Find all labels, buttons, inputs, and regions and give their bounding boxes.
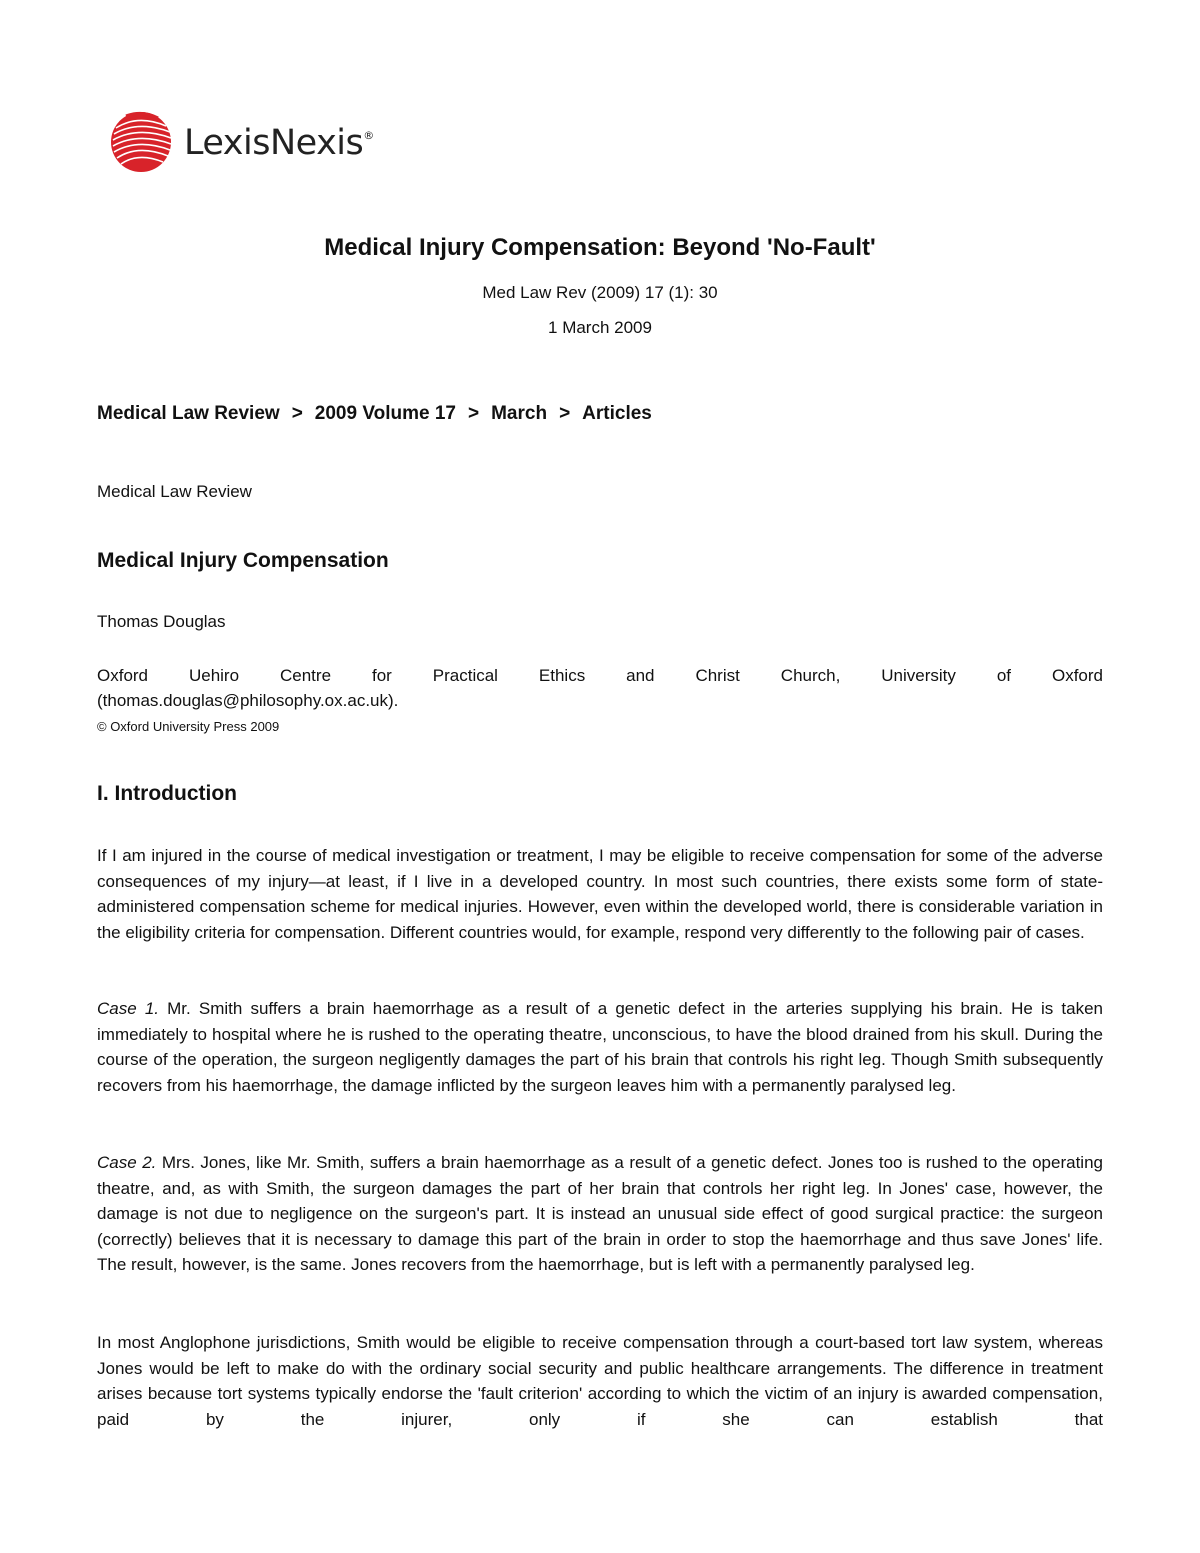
case-text: Mrs. Jones, like Mr. Smith, suffers a brain haemorrhage as a result of a genetic defect. Jones too is rushed to the operating theatre, and, as with Smith, the surgeon damages the part of her brain that controls her right leg. In Jones' case, however, the damage is not due to negligence on the surgeon's part. It is instead an unusual side effect of good surgical practice: the surgeon (correctly) believes that it is necessary to damage this part of the brain in order to stop the haemorrhage and thus save Jones' life. The result, however, is the same. Jones recovers from the haemorrhage, but is left with a permanently paralysed leg. <box>97 1153 1103 1275</box>
breadcrumb-item-journal[interactable]: Medical Law Review <box>97 403 280 424</box>
journal-name: Medical Law Review <box>97 482 252 501</box>
breadcrumb-item-month[interactable]: March <box>491 403 548 424</box>
author-affiliation <box>97 663 1103 713</box>
case-label: Case 2. <box>97 1153 157 1172</box>
copyright-notice: © Oxford University Press 2009 <box>97 719 280 734</box>
case-label: Case 1. <box>97 999 159 1018</box>
case-text: Mr. Smith suffers a brain haemorrhage as a result of a genetic defect in the arteries supplying his brain. He is taken immediately to hospital where he is rushed to the operating theatre, unconscious, to have the blood drained from his skull. During the course of the operation, the surgeon negligently damages the part of his brain that controls his right leg. Though Smith subsequently recovers from his haemorrhage, the damage inflicted by the surgeon leaves him with a permanently paralysed leg. <box>97 999 1103 1095</box>
lexisnexis-logo[interactable] <box>108 108 374 174</box>
author-name: Thomas Douglas <box>97 612 226 631</box>
breadcrumb-item-articles[interactable]: Articles <box>582 403 652 424</box>
document-citation: Med Law Rev (2009) 17 (1): 30 <box>482 283 718 302</box>
logo-wordmark: LexisNexis® <box>184 122 374 163</box>
body-paragraph-case-2 <box>97 1150 1103 1278</box>
lexisnexis-swoosh-icon <box>108 108 174 174</box>
breadcrumb-separator: > <box>467 403 480 424</box>
document-date: 1 March 2009 <box>548 318 652 337</box>
article-heading: Medical Injury Compensation <box>97 549 389 572</box>
breadcrumb-separator: > <box>559 403 571 424</box>
breadcrumb-item-volume[interactable]: 2009 Volume 17 <box>314 403 456 424</box>
body-paragraph-case-1 <box>97 996 1103 1098</box>
affiliation-email: (thomas.douglas@philosophy.ox.ac.uk). <box>97 691 399 710</box>
document-title: Medical Injury Compensation: Beyond 'No-Fault' <box>324 234 876 261</box>
section-heading: I. Introduction <box>97 782 237 805</box>
affiliation-institution: Oxford Uehiro Centre for Practical Ethics and Christ Church, University of Oxford <box>97 666 1103 685</box>
breadcrumb <box>97 403 652 425</box>
breadcrumb-separator: > <box>291 403 303 424</box>
body-paragraph: In most Anglophone jurisdictions, Smith would be eligible to receive compensation through a court-based tort law system, whereas Jones would be left to make do with the ordinary social security and public healthcare arrangements. The difference in treatment arises because tort systems typically endorse the 'fault criterion' according to which the victim of an injury is awarded compensation, paid by the injurer, only if she can establish that <box>97 1333 1103 1429</box>
body-paragraph: If I am injured in the course of medical investigation or treatment, I may be eligible to receive compensation for some of the adverse consequences of my injury—at least, if I live in a developed country. In most such countries, there exists some form of state-administered compensation scheme for medical injuries. However, even within the developed world, there is considerable variation in the eligibility criteria for compensation. Different countries would, for example, respond very differently to the following pair of cases. <box>97 846 1103 942</box>
